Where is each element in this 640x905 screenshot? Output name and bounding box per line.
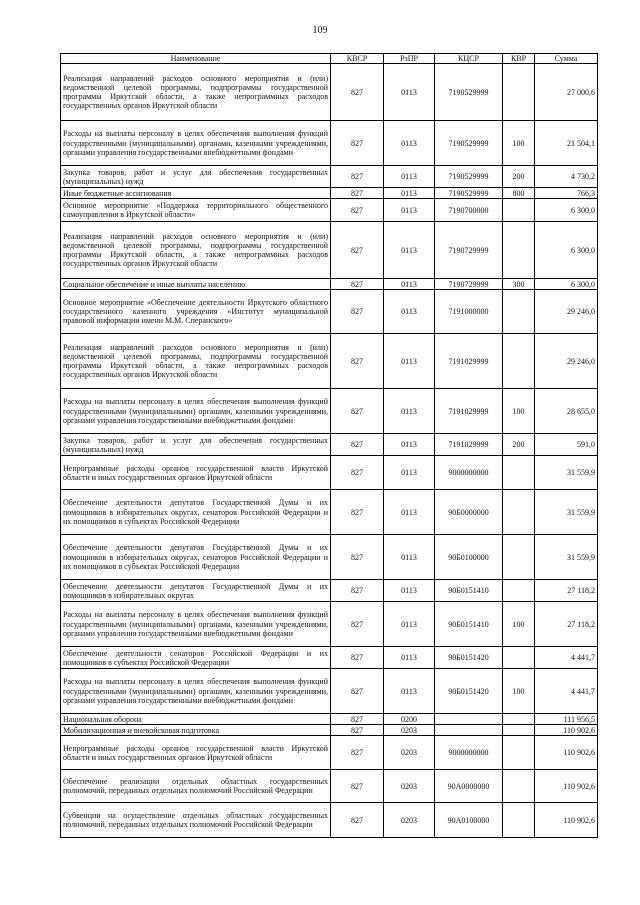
row-kvr-cell <box>503 222 535 279</box>
row-kcsr-cell: 7190729999 <box>435 222 503 279</box>
row-sum-cell: 31 559,9 <box>535 535 598 580</box>
row-kvsr-cell: 827 <box>331 736 384 770</box>
table-row <box>61 803 598 838</box>
row-kvr-cell: 200 <box>503 166 535 188</box>
table-row <box>61 490 598 535</box>
row-name-cell: Расходы на выплаты персоналу в целях обеспечения выполнения функций государственными (муниципальными) органами, казенными учреждениями, органами управления государственными внебюджетными фондами <box>61 389 331 434</box>
row-name-cell: Обеспечение деятельности депутатов Государственной Думы и их помощников в избирательных округах <box>61 580 331 602</box>
row-rzpr-cell: 0113 <box>384 279 435 290</box>
row-sum-cell: 111 956,5 <box>535 714 598 725</box>
row-kvr-cell <box>503 290 535 334</box>
table-row <box>61 188 598 199</box>
row-kvsr-cell: 827 <box>331 334 384 389</box>
row-kvr-cell <box>503 803 535 838</box>
row-rzpr-cell: 0203 <box>384 770 435 803</box>
row-name-cell: Закупка товаров, работ и услуг для обеспечения государственных (муниципальных) нужд <box>61 434 331 456</box>
row-kvsr-cell: 827 <box>331 64 384 121</box>
row-kvr-cell <box>503 580 535 602</box>
row-rzpr-cell: 0113 <box>384 334 435 389</box>
row-kvsr-cell: 827 <box>331 490 384 535</box>
row-kcsr-cell: 7191029999 <box>435 434 503 456</box>
row-sum-cell: 766,3 <box>535 188 598 199</box>
row-rzpr-cell: 0113 <box>384 602 435 647</box>
row-rzpr-cell: 0203 <box>384 803 435 838</box>
table-row <box>61 535 598 580</box>
row-rzpr-cell: 0113 <box>384 456 435 490</box>
row-kvr-cell: 200 <box>503 434 535 456</box>
table-row <box>61 456 598 490</box>
header-name: Наименование <box>61 54 331 64</box>
table-row <box>61 580 598 602</box>
row-kvr-cell: 300 <box>503 279 535 290</box>
row-kcsr-cell: 7191000000 <box>435 290 503 334</box>
table-row <box>61 602 598 647</box>
row-kvsr-cell: 827 <box>331 535 384 580</box>
row-sum-cell: 27 000,6 <box>535 64 598 121</box>
row-kvsr-cell: 827 <box>331 647 384 669</box>
row-kcsr-cell: 7190729999 <box>435 279 503 290</box>
row-kvr-cell <box>503 334 535 389</box>
row-rzpr-cell: 0113 <box>384 199 435 222</box>
row-kvsr-cell: 827 <box>331 389 384 434</box>
row-rzpr-cell: 0113 <box>384 389 435 434</box>
row-kvsr-cell: 827 <box>331 580 384 602</box>
row-rzpr-cell: 0113 <box>384 222 435 279</box>
row-rzpr-cell: 0203 <box>384 736 435 770</box>
header-kcsr: КЦСР <box>435 54 503 64</box>
row-kvr-cell: 100 <box>503 602 535 647</box>
row-kvr-cell <box>503 199 535 222</box>
row-sum-cell: 4 441,7 <box>535 669 598 714</box>
row-name-cell: Социальное обеспечение и иные выплаты населению <box>61 279 331 290</box>
row-kcsr-cell: 7190529999 <box>435 64 503 121</box>
row-name-cell: Непрограммные расходы органов государственной власти Иркутской области и иных государственных органов Иркутской области <box>61 456 331 490</box>
table-row <box>61 770 598 803</box>
row-rzpr-cell: 0113 <box>384 188 435 199</box>
row-kvsr-cell: 827 <box>331 770 384 803</box>
row-rzpr-cell: 0113 <box>384 121 435 166</box>
row-kcsr-cell: 7190700000 <box>435 199 503 222</box>
row-sum-cell: 4 441,7 <box>535 647 598 669</box>
row-kvr-cell <box>503 490 535 535</box>
row-rzpr-cell: 0113 <box>384 535 435 580</box>
row-sum-cell: 21 504,1 <box>535 121 598 166</box>
row-kvsr-cell: 827 <box>331 669 384 714</box>
row-name-cell: Непрограммные расходы органов государственной власти Иркутской области и иных государственных органов Иркутской области <box>61 736 331 770</box>
header-kvr: КВР <box>503 54 535 64</box>
row-sum-cell: 29 246,0 <box>535 334 598 389</box>
row-kvr-cell: 100 <box>503 389 535 434</box>
row-name-cell: Мобилизационная и вневойсковая подготовка <box>61 725 331 736</box>
header-sum: Сумма <box>535 54 598 64</box>
row-kvsr-cell: 827 <box>331 803 384 838</box>
row-sum-cell: 110 902,6 <box>535 803 598 838</box>
row-rzpr-cell: 0113 <box>384 166 435 188</box>
table-row <box>61 279 598 290</box>
row-rzpr-cell: 0113 <box>384 647 435 669</box>
row-kvr-cell <box>503 725 535 736</box>
table-row <box>61 290 598 334</box>
row-kvr-cell <box>503 714 535 725</box>
row-sum-cell: 27 118,2 <box>535 580 598 602</box>
row-rzpr-cell: 0113 <box>384 580 435 602</box>
row-sum-cell: 29 246,0 <box>535 290 598 334</box>
row-name-cell: Обеспечение деятельности сенаторов Российской Федерации и их помощников в субъектах Российской Федерации <box>61 647 331 669</box>
row-kvsr-cell: 827 <box>331 290 384 334</box>
header-kvsr: КВСР <box>331 54 384 64</box>
table-row <box>61 669 598 714</box>
row-name-cell: Основное мероприятие «Поддержка территориального общественного самоуправления в Иркутской области» <box>61 199 331 222</box>
row-kvr-cell <box>503 64 535 121</box>
row-kvr-cell: 800 <box>503 188 535 199</box>
row-name-cell: Национальная оборона <box>61 714 331 725</box>
row-kvsr-cell: 827 <box>331 199 384 222</box>
row-kvsr-cell: 827 <box>331 714 384 725</box>
row-kcsr-cell: 90Б0000000 <box>435 490 503 535</box>
row-kvr-cell: 100 <box>503 121 535 166</box>
row-name-cell: Закупка товаров, работ и услуг для обеспечения государственных (муниципальных) нужд <box>61 166 331 188</box>
row-kcsr-cell: 7190529999 <box>435 121 503 166</box>
row-kvsr-cell: 827 <box>331 166 384 188</box>
table-row <box>61 334 598 389</box>
row-kcsr-cell: 90Б0151420 <box>435 669 503 714</box>
table-body <box>61 64 598 838</box>
row-kvr-cell <box>503 647 535 669</box>
row-sum-cell: 110 902,6 <box>535 725 598 736</box>
row-rzpr-cell: 0200 <box>384 714 435 725</box>
header-rzpr: РзПР <box>384 54 435 64</box>
row-rzpr-cell: 0203 <box>384 725 435 736</box>
row-kvr-cell <box>503 770 535 803</box>
row-rzpr-cell: 0113 <box>384 290 435 334</box>
row-rzpr-cell: 0113 <box>384 64 435 121</box>
row-sum-cell: 31 559,9 <box>535 490 598 535</box>
row-sum-cell: 28 655,0 <box>535 389 598 434</box>
row-kcsr-cell: 7190529999 <box>435 166 503 188</box>
row-kcsr-cell <box>435 714 503 725</box>
row-kvsr-cell: 827 <box>331 602 384 647</box>
row-name-cell: Реализация направлений расходов основного мероприятия и (или) ведомственной целевой программы, подпрограммы государственной программы Иркутской области, а также непрограммных расходов государственных органов Иркутской области <box>61 222 331 279</box>
row-sum-cell: 27 118,2 <box>535 602 598 647</box>
row-sum-cell: 6 300,0 <box>535 222 598 279</box>
row-kcsr-cell: 90Б0151420 <box>435 647 503 669</box>
row-kvsr-cell: 827 <box>331 725 384 736</box>
row-rzpr-cell: 0113 <box>384 669 435 714</box>
budget-table <box>60 53 598 838</box>
row-kcsr-cell: 90Б0151410 <box>435 602 503 647</box>
row-sum-cell: 6 300,0 <box>535 199 598 222</box>
row-kcsr-cell: 90Б0151410 <box>435 580 503 602</box>
table-row <box>61 166 598 188</box>
row-kvr-cell <box>503 456 535 490</box>
row-kcsr-cell: 9000000000 <box>435 456 503 490</box>
row-sum-cell: 4 730,2 <box>535 166 598 188</box>
row-kvr-cell <box>503 535 535 580</box>
row-kcsr-cell: 90А0000000 <box>435 770 503 803</box>
row-name-cell: Расходы на выплаты персоналу в целях обеспечения выполнения функций государственными (муниципальными) органами, казенными учреждениями, органами управления государственными внебюджетными фондами <box>61 602 331 647</box>
row-name-cell: Расходы на выплаты персоналу в целях обеспечения выполнения функций государственными (муниципальными) органами, казенными учреждениями, органами управления государственными внебюджетными фондами <box>61 669 331 714</box>
row-name-cell: Обеспечение деятельности депутатов Государственной Думы и их помощников в избирательных округах, сенаторов Российской Федерации и их помощников в субъектах Российской Федерации <box>61 490 331 535</box>
row-name-cell: Обеспечение реализации отдельных областных государственных полномочий, переданных отдельных полномочий Российской Федерации <box>61 770 331 803</box>
table-row <box>61 222 598 279</box>
table-row <box>61 121 598 166</box>
row-kvsr-cell: 827 <box>331 188 384 199</box>
row-kvsr-cell: 827 <box>331 456 384 490</box>
table-row <box>61 647 598 669</box>
table-row <box>61 64 598 121</box>
row-kcsr-cell: 7191029999 <box>435 389 503 434</box>
row-sum-cell: 31 559,9 <box>535 456 598 490</box>
row-kvr-cell <box>503 736 535 770</box>
row-kvsr-cell: 827 <box>331 434 384 456</box>
row-name-cell: Субвенции на осуществление отдельных областных государственных полномочий, переданных отдельных полномочий Российской Федерации <box>61 803 331 838</box>
row-kcsr-cell <box>435 725 503 736</box>
table-row <box>61 736 598 770</box>
row-rzpr-cell: 0113 <box>384 490 435 535</box>
row-kvsr-cell: 827 <box>331 121 384 166</box>
row-kcsr-cell: 9000000000 <box>435 736 503 770</box>
row-sum-cell: 110 902,6 <box>535 736 598 770</box>
row-kvr-cell: 100 <box>503 669 535 714</box>
row-name-cell: Основное мероприятие «Обеспечение деятельности Иркутского областного государственного казенного учреждения «Институт муниципальной правовой информации имени М.М. Сперанского» <box>61 290 331 334</box>
table-row <box>61 389 598 434</box>
table-row <box>61 434 598 456</box>
table-row <box>61 725 598 736</box>
table-row <box>61 199 598 222</box>
row-kcsr-cell: 90Б0100000 <box>435 535 503 580</box>
row-kvsr-cell: 827 <box>331 222 384 279</box>
row-kcsr-cell: 7191029999 <box>435 334 503 389</box>
table-header-row <box>61 54 598 64</box>
row-kvsr-cell: 827 <box>331 279 384 290</box>
row-name-cell: Обеспечение деятельности депутатов Государственной Думы и их помощников в избирательных округах, сенаторов Российской Федерации и их помощников в субъектах Российской Федерации <box>61 535 331 580</box>
row-sum-cell: 6 300,0 <box>535 279 598 290</box>
row-name-cell: Реализация направлений расходов основного мероприятия и (или) ведомственной целевой программы, подпрограммы государственной программы Иркутской области, а также непрограммных расходов государственных органов Иркутской области <box>61 334 331 389</box>
row-kcsr-cell: 90А0100000 <box>435 803 503 838</box>
table-row <box>61 714 598 725</box>
row-rzpr-cell: 0113 <box>384 434 435 456</box>
page-number: 109 <box>312 25 328 36</box>
row-name-cell: Реализация направлений расходов основного мероприятия и (или) ведомственной целевой программы, подпрограммы государственной программы Иркутской области, а также непрограммных расходов государственных органов Иркутской области <box>61 64 331 121</box>
row-kcsr-cell: 7190529999 <box>435 188 503 199</box>
row-name-cell: Иные бюджетные ассигнования <box>61 188 331 199</box>
row-sum-cell: 110 902,6 <box>535 770 598 803</box>
row-sum-cell: 591,0 <box>535 434 598 456</box>
row-name-cell: Расходы на выплаты персоналу в целях обеспечения выполнения функций государственными (муниципальными) органами, казенными учреждениями, органами управления государственными внебюджетными фондами <box>61 121 331 166</box>
